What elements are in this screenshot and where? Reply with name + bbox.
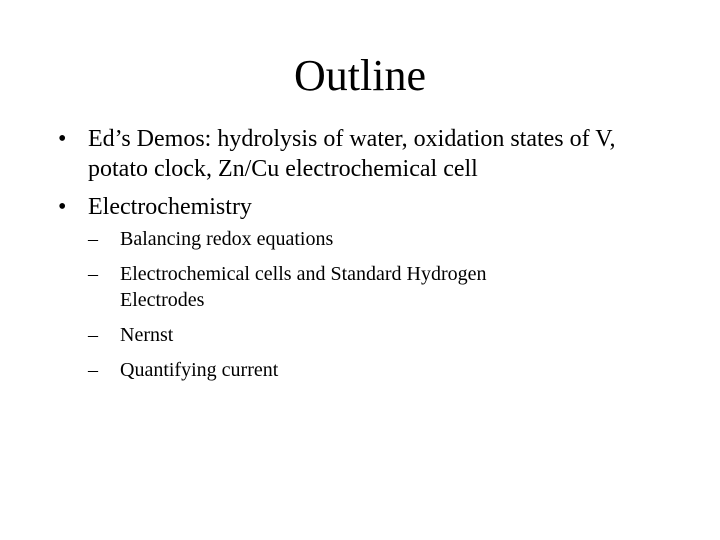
bullet-marker: • — [58, 126, 67, 152]
sub-bullet-marker: – — [88, 359, 98, 381]
sub-bullet-text: Nernst — [120, 324, 174, 346]
sub-bullet-text: Balancing redox equations — [120, 228, 334, 250]
sub-bullet-item — [88, 226, 560, 252]
bullet-item-demos — [58, 124, 668, 184]
sub-bullet-marker: – — [88, 228, 98, 250]
sub-bullet-item — [88, 357, 560, 383]
sub-bullet-marker: – — [88, 263, 98, 285]
slide-title: Outline — [294, 51, 426, 100]
sub-bullet-text: Quantifying current — [120, 359, 279, 381]
sub-bullet-item — [88, 322, 560, 348]
sub-bullet-text: Electrochemical cells and Standard Hydrogen Electrodes — [120, 263, 487, 311]
sub-bullet-marker: – — [88, 324, 98, 346]
bullet-list — [58, 124, 668, 392]
bullet-text: Ed’s Demos: hydrolysis of water, oxidation states of V, potato clock, Zn/Cu electrochemical cell — [88, 126, 616, 182]
bullet-item-electrochemistry — [58, 192, 668, 383]
bullet-text: Electrochemistry — [88, 194, 252, 220]
sub-bullet-item — [88, 261, 560, 313]
sub-bullet-list — [88, 226, 668, 383]
bullet-marker: • — [58, 194, 67, 220]
